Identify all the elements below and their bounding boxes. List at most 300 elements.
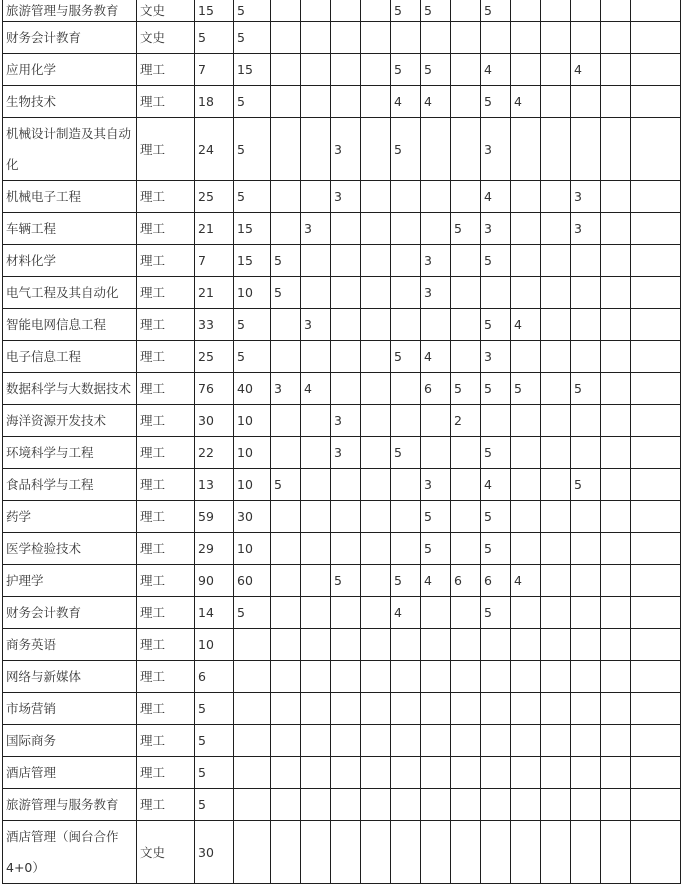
major-name-cell: 应用化学 <box>3 54 137 86</box>
quota-cell <box>541 341 571 373</box>
quota-cell <box>541 757 571 789</box>
quota-cell: 3 <box>331 181 361 213</box>
quota-cell <box>301 725 331 757</box>
quota-cell: 4 <box>481 54 511 86</box>
quota-cell <box>271 0 301 22</box>
quota-cell: 5 <box>234 597 271 629</box>
quota-cell <box>541 501 571 533</box>
quota-cell <box>361 437 391 469</box>
category-cell: 理工 <box>137 213 195 245</box>
quota-cell: 5 <box>481 373 511 405</box>
quota-cell <box>361 469 391 501</box>
table-row <box>3 277 681 309</box>
quota-cell <box>331 757 361 789</box>
quota-cell <box>631 405 681 437</box>
table-row <box>3 629 681 661</box>
quota-cell: 4 <box>421 86 451 118</box>
quota-cell: 40 <box>234 373 271 405</box>
quota-cell <box>391 469 421 501</box>
quota-cell <box>601 341 631 373</box>
quota-cell: 25 <box>195 341 234 373</box>
quota-cell <box>451 821 481 884</box>
quota-cell <box>271 821 301 884</box>
major-name-cell: 电气工程及其自动化 <box>3 277 137 309</box>
major-name-cell: 护理学 <box>3 565 137 597</box>
quota-cell <box>511 629 541 661</box>
quota-cell <box>271 597 301 629</box>
quota-cell <box>511 661 541 693</box>
quota-cell <box>301 437 331 469</box>
quota-cell <box>301 22 331 54</box>
table-row <box>3 245 681 277</box>
major-name-cell: 网络与新媒体 <box>3 661 137 693</box>
quota-cell <box>361 629 391 661</box>
quota-cell <box>391 309 421 341</box>
quota-cell <box>511 181 541 213</box>
quota-cell <box>361 277 391 309</box>
quota-cell <box>571 277 601 309</box>
quota-cell: 5 <box>331 565 361 597</box>
quota-cell <box>361 565 391 597</box>
quota-cell: 4 <box>421 341 451 373</box>
quota-cell: 10 <box>195 629 234 661</box>
quota-cell <box>301 277 331 309</box>
quota-cell <box>421 309 451 341</box>
quota-cell <box>541 469 571 501</box>
table-row <box>3 181 681 213</box>
quota-cell <box>511 54 541 86</box>
quota-cell <box>451 725 481 757</box>
quota-cell: 5 <box>391 54 421 86</box>
quota-cell <box>541 533 571 565</box>
category-cell: 理工 <box>137 181 195 213</box>
quota-cell: 5 <box>391 0 421 22</box>
category-cell: 理工 <box>137 54 195 86</box>
quota-cell <box>631 0 681 22</box>
quota-cell <box>391 629 421 661</box>
quota-cell <box>451 118 481 181</box>
quota-cell <box>331 629 361 661</box>
quota-cell: 5 <box>391 341 421 373</box>
quota-cell <box>331 0 361 22</box>
quota-cell <box>361 54 391 86</box>
quota-cell <box>361 373 391 405</box>
quota-cell <box>541 821 571 884</box>
quota-cell <box>601 629 631 661</box>
quota-cell: 6 <box>481 565 511 597</box>
quota-cell <box>511 757 541 789</box>
quota-cell: 10 <box>234 533 271 565</box>
quota-cell: 5 <box>234 341 271 373</box>
quota-cell <box>391 789 421 821</box>
major-name-cell: 海洋资源开发技术 <box>3 405 137 437</box>
quota-cell <box>361 245 391 277</box>
quota-cell <box>631 341 681 373</box>
quota-cell <box>571 245 601 277</box>
quota-cell <box>301 597 331 629</box>
quota-cell: 6 <box>451 565 481 597</box>
quota-cell <box>571 0 601 22</box>
quota-cell <box>421 597 451 629</box>
quota-cell <box>421 213 451 245</box>
quota-cell <box>451 437 481 469</box>
category-cell: 理工 <box>137 437 195 469</box>
quota-cell <box>234 661 271 693</box>
quota-cell <box>451 661 481 693</box>
quota-cell: 5 <box>234 22 271 54</box>
quota-cell: 3 <box>481 341 511 373</box>
quota-cell <box>331 341 361 373</box>
quota-cell <box>271 309 301 341</box>
quota-cell <box>361 821 391 884</box>
quota-cell: 5 <box>195 757 234 789</box>
quota-cell <box>541 86 571 118</box>
major-name-cell: 药学 <box>3 501 137 533</box>
quota-cell <box>301 629 331 661</box>
category-cell: 理工 <box>137 277 195 309</box>
quota-cell <box>451 693 481 725</box>
quota-cell <box>631 22 681 54</box>
quota-cell <box>541 437 571 469</box>
quota-cell <box>301 54 331 86</box>
quota-cell <box>361 661 391 693</box>
quota-cell <box>271 86 301 118</box>
quota-cell <box>481 661 511 693</box>
quota-cell: 5 <box>234 86 271 118</box>
quota-cell <box>331 54 361 86</box>
quota-cell <box>571 693 601 725</box>
quota-cell <box>601 821 631 884</box>
quota-cell <box>541 661 571 693</box>
quota-cell <box>451 597 481 629</box>
quota-cell <box>631 277 681 309</box>
quota-cell <box>421 661 451 693</box>
quota-cell <box>631 373 681 405</box>
quota-cell <box>541 118 571 181</box>
quota-cell <box>601 373 631 405</box>
quota-cell: 60 <box>234 565 271 597</box>
category-cell: 理工 <box>137 789 195 821</box>
quota-cell <box>541 213 571 245</box>
quota-cell <box>234 821 271 884</box>
quota-cell: 10 <box>234 405 271 437</box>
table-row <box>3 437 681 469</box>
major-name-cell: 数据科学与大数据技术 <box>3 373 137 405</box>
quota-cell <box>571 533 601 565</box>
quota-cell: 5 <box>391 118 421 181</box>
quota-cell <box>511 725 541 757</box>
quota-cell <box>391 373 421 405</box>
quota-cell: 15 <box>234 54 271 86</box>
quota-cell <box>481 277 511 309</box>
quota-cell <box>421 693 451 725</box>
quota-cell: 30 <box>234 501 271 533</box>
quota-cell <box>571 405 601 437</box>
quota-cell <box>331 597 361 629</box>
quota-cell <box>511 22 541 54</box>
category-cell: 理工 <box>137 373 195 405</box>
quota-cell <box>541 789 571 821</box>
quota-cell <box>361 213 391 245</box>
quota-cell <box>451 181 481 213</box>
quota-cell <box>511 0 541 22</box>
quota-cell <box>361 22 391 54</box>
category-cell: 理工 <box>137 757 195 789</box>
quota-cell <box>571 661 601 693</box>
quota-cell: 5 <box>195 725 234 757</box>
category-cell: 理工 <box>137 693 195 725</box>
quota-cell <box>511 277 541 309</box>
quota-cell <box>421 629 451 661</box>
quota-cell <box>541 181 571 213</box>
quota-cell <box>601 437 631 469</box>
quota-cell <box>601 533 631 565</box>
quota-cell <box>571 725 601 757</box>
quota-cell <box>601 469 631 501</box>
category-cell: 理工 <box>137 725 195 757</box>
quota-cell <box>234 725 271 757</box>
quota-cell <box>331 245 361 277</box>
quota-cell <box>601 22 631 54</box>
quota-cell <box>361 789 391 821</box>
quota-cell <box>541 693 571 725</box>
quota-cell <box>541 54 571 86</box>
quota-cell <box>511 533 541 565</box>
quota-cell <box>541 565 571 597</box>
quota-cell <box>391 405 421 437</box>
quota-cell: 4 <box>511 86 541 118</box>
quota-cell <box>451 469 481 501</box>
quota-cell <box>601 565 631 597</box>
quota-cell: 3 <box>301 309 331 341</box>
quota-cell <box>511 245 541 277</box>
major-name-cell: 财务会计教育 <box>3 22 137 54</box>
quota-cell <box>301 757 331 789</box>
quota-cell <box>481 725 511 757</box>
quota-cell <box>391 821 421 884</box>
major-name-cell: 机械电子工程 <box>3 181 137 213</box>
quota-cell: 21 <box>195 277 234 309</box>
quota-cell: 4 <box>391 597 421 629</box>
quota-cell: 3 <box>271 373 301 405</box>
quota-cell: 15 <box>234 245 271 277</box>
quota-cell: 4 <box>571 54 601 86</box>
quota-cell <box>631 693 681 725</box>
quota-cell <box>451 533 481 565</box>
quota-cell: 5 <box>481 597 511 629</box>
quota-cell: 5 <box>481 437 511 469</box>
quota-cell <box>601 789 631 821</box>
quota-cell: 5 <box>421 0 451 22</box>
quota-cell: 3 <box>421 469 451 501</box>
quota-cell <box>391 661 421 693</box>
quota-cell <box>571 341 601 373</box>
quota-cell: 5 <box>421 54 451 86</box>
quota-cell <box>541 22 571 54</box>
quota-cell <box>361 405 391 437</box>
quota-cell <box>631 565 681 597</box>
quota-cell <box>481 821 511 884</box>
quota-cell <box>361 757 391 789</box>
quota-cell <box>631 118 681 181</box>
quota-cell <box>301 821 331 884</box>
quota-cell <box>391 277 421 309</box>
quota-cell: 3 <box>571 181 601 213</box>
quota-cell: 5 <box>195 22 234 54</box>
quota-cell: 14 <box>195 597 234 629</box>
quota-cell: 5 <box>511 373 541 405</box>
table-row <box>3 693 681 725</box>
quota-cell: 5 <box>481 501 511 533</box>
quota-cell <box>481 789 511 821</box>
quota-cell: 5 <box>234 0 271 22</box>
quota-cell <box>631 597 681 629</box>
quota-cell <box>361 597 391 629</box>
quota-cell <box>271 565 301 597</box>
table-row <box>3 533 681 565</box>
quota-cell: 3 <box>301 213 331 245</box>
quota-cell <box>331 693 361 725</box>
table-row <box>3 309 681 341</box>
quota-cell: 4 <box>481 181 511 213</box>
quota-cell <box>301 181 331 213</box>
quota-cell: 10 <box>234 469 271 501</box>
quota-cell <box>271 501 301 533</box>
quota-cell <box>301 341 331 373</box>
quota-cell <box>421 437 451 469</box>
major-name-cell: 财务会计教育 <box>3 597 137 629</box>
quota-cell <box>601 597 631 629</box>
quota-cell: 4 <box>301 373 331 405</box>
quota-cell <box>331 533 361 565</box>
quota-cell <box>511 118 541 181</box>
major-name-cell: 商务英语 <box>3 629 137 661</box>
table-row <box>3 661 681 693</box>
quota-cell <box>511 501 541 533</box>
category-cell: 理工 <box>137 309 195 341</box>
quota-cell: 22 <box>195 437 234 469</box>
quota-cell <box>234 757 271 789</box>
table-row <box>3 757 681 789</box>
quota-cell <box>541 277 571 309</box>
quota-cell <box>301 661 331 693</box>
quota-cell <box>451 277 481 309</box>
quota-cell <box>271 54 301 86</box>
quota-cell <box>271 118 301 181</box>
quota-cell <box>451 501 481 533</box>
quota-cell <box>301 789 331 821</box>
quota-cell: 3 <box>481 118 511 181</box>
quota-cell <box>511 597 541 629</box>
quota-cell <box>391 181 421 213</box>
quota-cell <box>271 405 301 437</box>
quota-cell <box>331 86 361 118</box>
quota-cell <box>361 309 391 341</box>
quota-cell <box>541 309 571 341</box>
quota-cell <box>271 341 301 373</box>
quota-cell <box>271 661 301 693</box>
quota-cell: 59 <box>195 501 234 533</box>
major-name-cell: 医学检验技术 <box>3 533 137 565</box>
quota-cell <box>451 789 481 821</box>
quota-cell <box>421 22 451 54</box>
quota-cell <box>631 469 681 501</box>
quota-cell <box>601 501 631 533</box>
quota-cell: 5 <box>391 437 421 469</box>
quota-cell <box>541 405 571 437</box>
quota-cell <box>601 0 631 22</box>
table-row <box>3 118 681 181</box>
table-row <box>3 565 681 597</box>
major-name-cell: 酒店管理 <box>3 757 137 789</box>
quota-cell <box>541 245 571 277</box>
quota-cell <box>361 341 391 373</box>
quota-cell <box>421 405 451 437</box>
quota-cell <box>541 0 571 22</box>
quota-cell <box>271 693 301 725</box>
quota-cell <box>451 309 481 341</box>
quota-cell <box>511 469 541 501</box>
quota-cell: 90 <box>195 565 234 597</box>
quota-cell <box>631 309 681 341</box>
quota-cell <box>571 565 601 597</box>
table-row <box>3 213 681 245</box>
quota-cell <box>451 341 481 373</box>
quota-cell: 5 <box>271 469 301 501</box>
quota-cell <box>271 725 301 757</box>
quota-cell <box>271 213 301 245</box>
quota-cell <box>631 437 681 469</box>
quota-cell <box>331 213 361 245</box>
quota-cell <box>511 405 541 437</box>
quota-cell <box>571 597 601 629</box>
quota-cell <box>331 373 361 405</box>
quota-cell <box>331 309 361 341</box>
quota-cell <box>361 181 391 213</box>
quota-cell <box>631 533 681 565</box>
quota-cell <box>301 533 331 565</box>
quota-cell: 15 <box>195 0 234 22</box>
quota-cell <box>361 0 391 22</box>
category-cell: 文史 <box>137 22 195 54</box>
table-row <box>3 821 681 884</box>
category-cell: 理工 <box>137 86 195 118</box>
quota-cell <box>421 757 451 789</box>
quota-cell: 5 <box>271 245 301 277</box>
quota-cell <box>601 405 631 437</box>
quota-cell <box>331 277 361 309</box>
table-row <box>3 597 681 629</box>
quota-cell: 4 <box>421 565 451 597</box>
quota-cell <box>541 629 571 661</box>
quota-cell: 76 <box>195 373 234 405</box>
category-cell: 理工 <box>137 118 195 181</box>
quota-cell <box>361 118 391 181</box>
quota-cell <box>361 501 391 533</box>
quota-cell <box>541 373 571 405</box>
quota-cell <box>391 757 421 789</box>
quota-cell: 5 <box>481 533 511 565</box>
quota-cell <box>421 725 451 757</box>
quota-cell <box>511 693 541 725</box>
quota-cell <box>331 501 361 533</box>
quota-cell <box>601 118 631 181</box>
quota-cell <box>631 213 681 245</box>
quota-cell <box>301 0 331 22</box>
quota-cell <box>301 405 331 437</box>
quota-cell <box>421 789 451 821</box>
table-row <box>3 0 681 22</box>
